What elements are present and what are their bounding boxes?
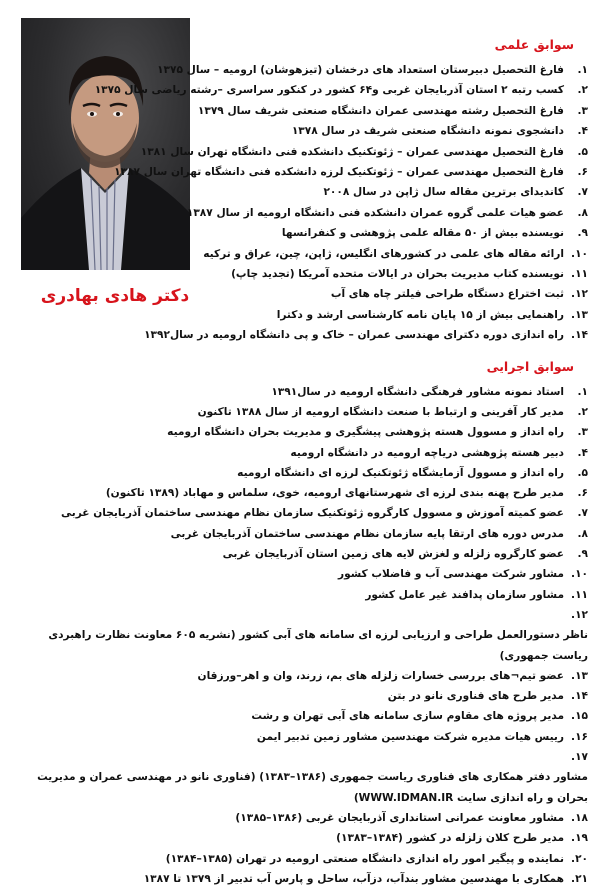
item-number: ۱۷. <box>571 751 588 764</box>
item-text: مدیر طرح کلان زلزله در کشور (۱۳۸۴–۱۳۸۳) <box>336 832 564 845</box>
list-item <box>28 808 588 828</box>
list-item <box>28 727 588 747</box>
item-number: ۹. <box>577 548 588 561</box>
item-text: عضو تیم¬های بررسی خسارات زلزله های بم، زرند، وان و اهر–ورزقان <box>197 669 564 682</box>
item-number: ۲. <box>577 405 588 418</box>
list-item <box>28 203 588 223</box>
list-item <box>28 686 588 706</box>
list-item <box>28 585 588 605</box>
item-number: ۴. <box>577 125 588 138</box>
item-text: فارغ التحصیل مهندسی عمران – ژئوتکنیک لرزه دانشکده فنی دانشگاه تهران سال ۱۳۸۷ <box>114 166 564 179</box>
item-number: ۱۳. <box>571 308 588 321</box>
item-text: مدرس دوره های ارتقا پایه سازمان نظام مهندسی ساختمان آذربایجان غربی <box>170 527 564 540</box>
item-text: ثبت اختراع دستگاه طراحی فیلتر چاه های آب <box>330 288 564 301</box>
item-text: راه اندازی دوره دکترای مهندسی عمران – خاک و پی دانشگاه ارومیه در سال۱۳۹۲ <box>144 329 564 342</box>
list-item <box>28 503 588 523</box>
item-text: مشاور سازمان پدافند غیر عامل کشور <box>365 588 564 601</box>
academic-list <box>28 60 588 346</box>
item-text: نویسنده بیش از ۵۰ مقاله علمی پژوهشی و کنفرانسها <box>281 227 564 240</box>
item-text: نویسنده کتاب مدیریت بحران در ایالات متحده آمریکا (تجدید چاپ) <box>231 268 564 281</box>
item-number: ۳. <box>577 426 588 439</box>
item-number: ۷. <box>577 507 588 520</box>
item-number: ۱۲. <box>571 608 588 621</box>
item-text: مدیر پروژه های مقاوم سازی سامانه های آبی تهران و رشت <box>251 710 564 723</box>
item-number: ۱۵. <box>571 710 588 723</box>
item-text: رییس هیات مدیره شرکت مهندسین مشاور زمین تدبیر ایمن <box>256 730 564 743</box>
item-text: مدیر طرح پهنه بندی لرزه ای شهرستانهای ارومیه، خوی، سلماس و مهاباد (۱۳۸۹ تاکنون) <box>105 487 564 500</box>
list-item <box>28 849 588 869</box>
list-item <box>28 264 588 284</box>
item-text: همکاری با مهندسین مشاور بندآب، دزآب، ساحل و پارس آب تدبیر از ۱۳۷۹ تا ۱۳۸۷ <box>143 872 564 885</box>
item-number: ۱۱. <box>571 268 588 281</box>
list-item <box>28 422 588 442</box>
item-number: ۱۹. <box>571 832 588 845</box>
item-number: ۶. <box>577 487 588 500</box>
item-text: عضو کمیته آموزش و مسوول کارگروه ژئوتکنیک سازمان نظام مهندسی ساختمان آذربایجان غربی <box>61 507 564 520</box>
item-number: ۱۲. <box>571 288 588 301</box>
list-item <box>28 564 588 584</box>
item-text: عضو هیات علمی گروه عمران دانشکده فنی دانشگاه ارومیه از سال ۱۳۸۷ <box>186 206 564 219</box>
list-item <box>28 182 588 202</box>
item-number: ۲. <box>577 84 588 97</box>
list-item <box>28 223 588 243</box>
list-item <box>28 142 588 162</box>
item-number: ۱۱. <box>571 588 588 601</box>
item-number: ۸. <box>577 206 588 219</box>
list-item <box>28 869 588 889</box>
list-item <box>28 443 588 463</box>
item-number: ۱۰. <box>571 247 588 260</box>
list-item <box>28 325 588 345</box>
item-text: مدیر کار آفرینی و ارتباط با صنعت دانشگاه ارومیه از سال ۱۳۸۸ تاکنون <box>197 405 564 418</box>
item-number: ۸. <box>577 527 588 540</box>
list-item <box>28 706 588 726</box>
item-number: ۱۰. <box>571 568 588 581</box>
list-item <box>28 382 588 402</box>
item-text: راهنمایی بیش از ۱۵ پایان نامه کارشناسی ارشد و دکترا <box>276 308 564 321</box>
item-text: مشاور معاونت عمرانی استانداری آذربایجان غربی (۱۳۸۶–۱۳۸۵) <box>235 811 564 824</box>
list-item <box>28 666 588 686</box>
item-number: ۱۸. <box>571 811 588 824</box>
item-text: راه انداز و مسوول آزمایشگاه ژئوتکنیک لرزه ای دانشگاه ارومیه <box>237 466 564 479</box>
item-number: ۱. <box>577 385 588 398</box>
item-text: فارغ التحصیل مهندسی عمران – ژئوتکنیک دانشکده فنی دانشگاه تهران سال ۱۳۸۱ <box>140 145 564 158</box>
item-number: ۱۳. <box>571 669 588 682</box>
item-text: مدیر طرح های فناوری نانو در بتن <box>387 690 564 703</box>
list-item <box>28 284 588 304</box>
item-number: ۹. <box>577 227 588 240</box>
resume-content <box>28 36 588 889</box>
item-number: ۵. <box>577 145 588 158</box>
item-text: کاندیدای برترین مقاله سال ژاپن در سال ۲۰۰۸ <box>323 186 564 199</box>
list-item <box>28 544 588 564</box>
item-number: ۳. <box>577 104 588 117</box>
list-item <box>28 747 588 808</box>
item-text: مشاور شرکت مهندسی آب و فاضلاب کشور <box>337 568 564 581</box>
item-text: ناظر دستورالعمل طراحی و ارزیابی لرزه ای سامانه های آبی کشور (نشریه ۶۰۵ معاونت نظارت راهبردی ریاست جمهوری) <box>48 629 588 662</box>
list-item <box>28 605 588 666</box>
item-text: مشاور دفتر همکاری های فناوری ریاست جمهوری (۱۳۸۶–۱۳۸۳) (فناوری نانو در مهندسی عمران و مدیریت بحران و راه اندازی سایت WWW.IDMAN.IR) <box>37 771 588 804</box>
list-item <box>28 60 588 80</box>
item-number: ۱۴. <box>571 329 588 342</box>
list-item <box>28 121 588 141</box>
item-number: ۶. <box>577 166 588 179</box>
item-number: ۱. <box>577 64 588 76</box>
list-item <box>28 162 588 182</box>
list-item <box>28 463 588 483</box>
executive-list <box>28 382 588 889</box>
list-item <box>28 244 588 264</box>
item-text: کسب رتبه ۲ استان آذربایجان غربی و۶۴ کشور در کنکور سراسری –رشته ریاضی سال ۱۳۷۵ <box>94 84 564 97</box>
item-text: دبیر هسته پژوهشی دریاچه ارومیه در دانشگاه ارومیه <box>290 446 564 459</box>
item-text: استاد نمونه مشاور فرهنگی دانشگاه ارومیه در سال۱۳۹۱ <box>271 385 564 398</box>
list-item <box>28 483 588 503</box>
profile-name: دکتر هادی بهادری <box>40 286 190 306</box>
item-text: نماینده و پیگیر امور راه اندازی دانشگاه صنعتی ارومیه در تهران (۱۳۸۵–۱۳۸۴) <box>165 852 564 865</box>
item-text: دانشجوی نمونه دانشگاه صنعتی شریف در سال ۱۳۷۸ <box>291 125 564 138</box>
executive-section-title: سوابق اجرایی <box>486 358 574 374</box>
item-number: ۲۱. <box>571 872 588 885</box>
list-item <box>28 305 588 325</box>
item-number: ۱۴. <box>571 690 588 703</box>
item-number: ۵. <box>577 466 588 479</box>
item-number: ۷. <box>577 186 588 199</box>
list-item <box>28 828 588 848</box>
item-text: عضو کارگروه زلزله و لغزش لایه های زمین استان آذربایجان غربی <box>222 548 564 561</box>
item-text: ارائه مقاله های علمی در کشورهای انگلیس، ژاپن، چین، عراق و ترکیه <box>203 247 564 260</box>
academic-section-title: سوابق علمی <box>494 37 574 52</box>
list-item <box>28 402 588 422</box>
item-number: ۴. <box>577 446 588 459</box>
item-text: فارغ التحصیل دبیرستان استعداد های درخشان (تیزهوشان) ارومیه – سال ۱۳۷۵ <box>157 64 564 76</box>
list-item <box>28 101 588 121</box>
item-number: ۲۰. <box>571 852 588 865</box>
item-text: راه انداز و مسوول هسته پژوهشی پیشگیری و مدیریت بحران دانشگاه ارومیه <box>167 426 564 439</box>
item-number: ۱۶. <box>571 730 588 743</box>
list-item <box>28 524 588 544</box>
list-item <box>28 80 588 100</box>
item-text: فارغ التحصیل رشته مهندسی عمران دانشگاه صنعتی شریف سال ۱۳۷۹ <box>197 104 564 117</box>
